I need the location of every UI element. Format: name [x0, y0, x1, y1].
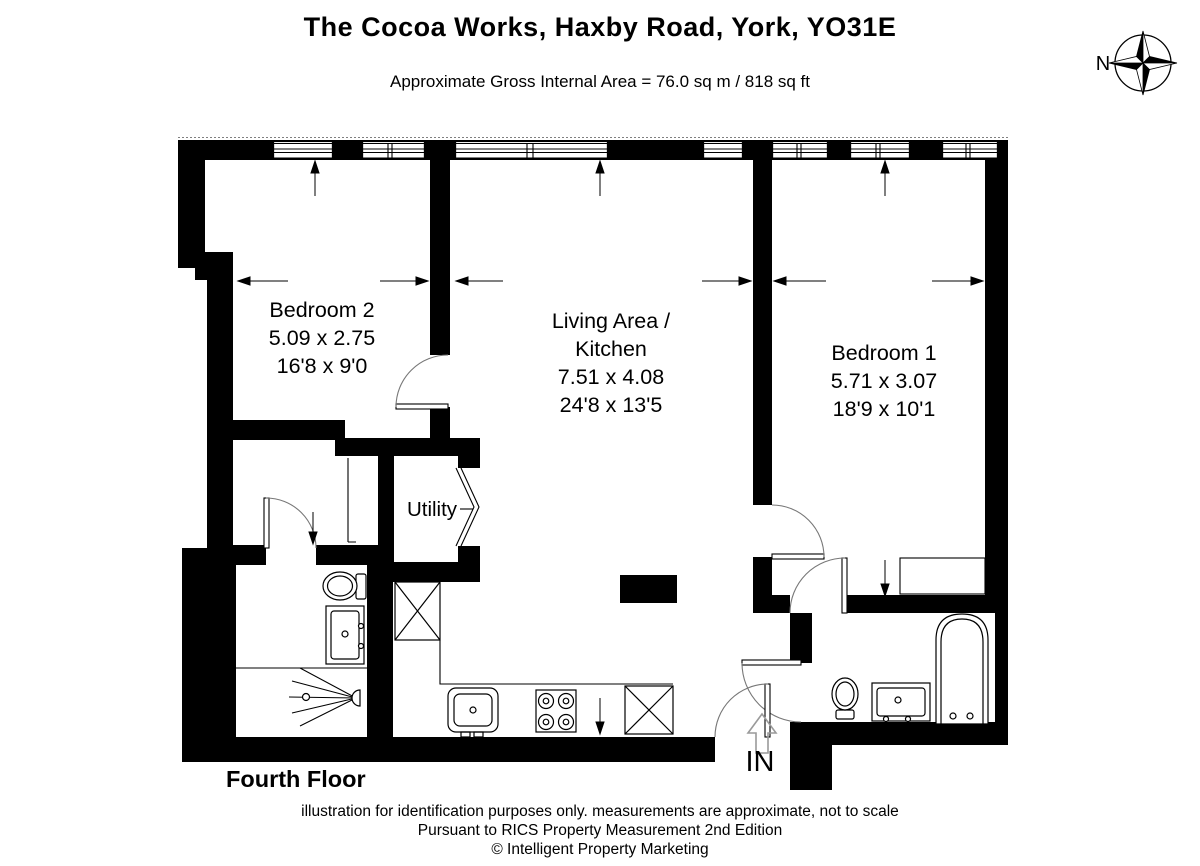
window-segment	[273, 142, 333, 159]
window-segment	[772, 142, 828, 159]
toilet-icon	[832, 678, 858, 719]
basin-vanity-icon	[326, 606, 364, 664]
bedroom2-name: Bedroom 2	[269, 298, 375, 322]
floor-label: Fourth Floor	[226, 766, 366, 792]
shower-icon	[236, 668, 367, 726]
bathroom1-fixtures	[236, 572, 367, 726]
lobby-door	[772, 505, 824, 559]
bedroom2-imperial: 16'8 x 9'0	[276, 353, 368, 378]
compass-north-label: N	[1095, 53, 1111, 75]
bedroom1-door	[790, 558, 847, 613]
disclaimer-line1: illustration for identification purposes only. measurements are approximate, not to scale	[301, 803, 899, 820]
living-name-line1: Living Area /	[551, 309, 671, 333]
appliance-tall-unit-icon	[395, 582, 440, 640]
window-segment	[362, 142, 425, 159]
disclaimer-line2: Pursuant to RICS Property Measurement 2nd Edition	[417, 822, 783, 839]
entrance-label: IN	[745, 746, 775, 778]
living-name-line2: Kitchen	[575, 336, 647, 361]
entry-door	[715, 684, 770, 737]
bedroom1-metric: 5.71 x 3.07	[830, 368, 938, 393]
living-imperial: 24'8 x 13'5	[559, 392, 663, 417]
living-metric: 7.51 x 4.08	[557, 364, 665, 389]
hob-icon	[536, 690, 576, 732]
copyright-line: © Intelligent Property Marketing	[491, 841, 709, 858]
bedroom2-label	[197, 297, 447, 381]
wardrobe	[900, 558, 985, 594]
area-subtitle: Approximate Gross Internal Area = 76.0 sq m / 818 sq ft	[389, 72, 811, 91]
page-title: The Cocoa Works, Haxby Road, York, YO31E	[303, 12, 897, 42]
appliance-unit-icon	[625, 686, 673, 734]
bathroom2-fixtures	[832, 614, 988, 724]
bathtub-icon	[936, 614, 988, 724]
basin-vanity-icon	[872, 683, 930, 722]
bedroom1-imperial: 18'9 x 10'1	[832, 396, 936, 421]
bedroom1-name: Bedroom 1	[831, 341, 937, 365]
utility-label: Utility	[406, 498, 458, 521]
bedroom1-label	[759, 340, 1009, 424]
window-segment	[703, 142, 743, 159]
closet-door	[348, 458, 356, 542]
kitchen-fixtures	[395, 582, 673, 737]
window-segment	[455, 142, 608, 159]
window-segment	[942, 142, 998, 159]
kitchen-counter	[440, 640, 673, 684]
bathroom2-door	[742, 660, 801, 722]
bathroom1-door	[264, 498, 316, 548]
sink-icon	[448, 688, 498, 737]
toilet-icon	[323, 572, 366, 600]
bedroom2-metric: 5.09 x 2.75	[268, 325, 376, 350]
living-kitchen-label	[486, 308, 736, 420]
window-segment	[850, 142, 910, 159]
